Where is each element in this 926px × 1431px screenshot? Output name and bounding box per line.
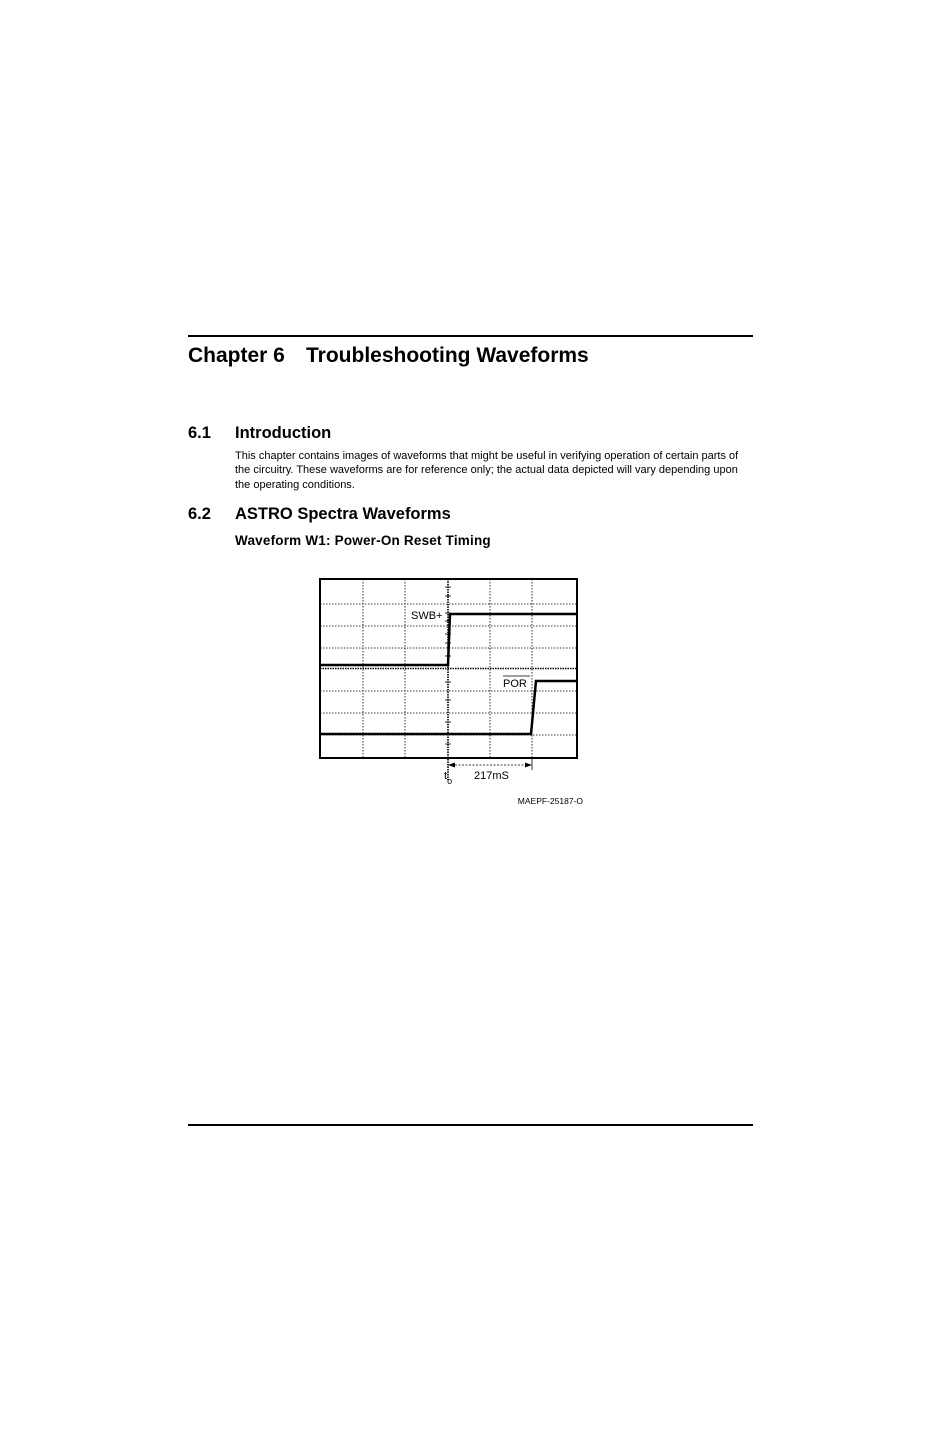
section-title: Introduction [235,424,332,442]
section-number: 6.2 [188,505,211,523]
interval-arrow-left [448,763,455,768]
section-title: ASTRO Spectra Waveforms [235,505,451,523]
interval-arrow-right [525,763,532,768]
section-heading-astro-spectra [188,505,451,524]
chapter-title [188,344,589,368]
figure-id: MAEPF-25187-O [517,796,583,806]
swb-plus-label: SWB+ [411,610,443,622]
interval-label: 217mS [474,770,509,782]
chapter-number: Chapter 6 [188,344,285,367]
chapter-title-text: Troubleshooting Waveforms [306,344,589,367]
top-rule [188,335,753,337]
section-number: 6.1 [188,424,211,442]
por-label: POR [503,678,527,690]
time-origin-label: $t_o$ [444,770,453,786]
waveform-figure [300,570,600,820]
swb-plus-trace [320,614,577,665]
introduction-paragraph: This chapter contains images of waveforms that might be useful in verifying operation of certain parts of the circuitry. These waveforms are for reference only; the actual data depicted will vary depending upon the operating conditions. [235,450,739,491]
grid-center-axes [320,579,577,780]
bottom-rule [188,1124,753,1126]
oscilloscope-graticule [300,570,600,820]
section-heading-introduction [188,424,331,443]
waveform-subheading: Waveform W1: Power-On Reset Timing [235,533,491,548]
